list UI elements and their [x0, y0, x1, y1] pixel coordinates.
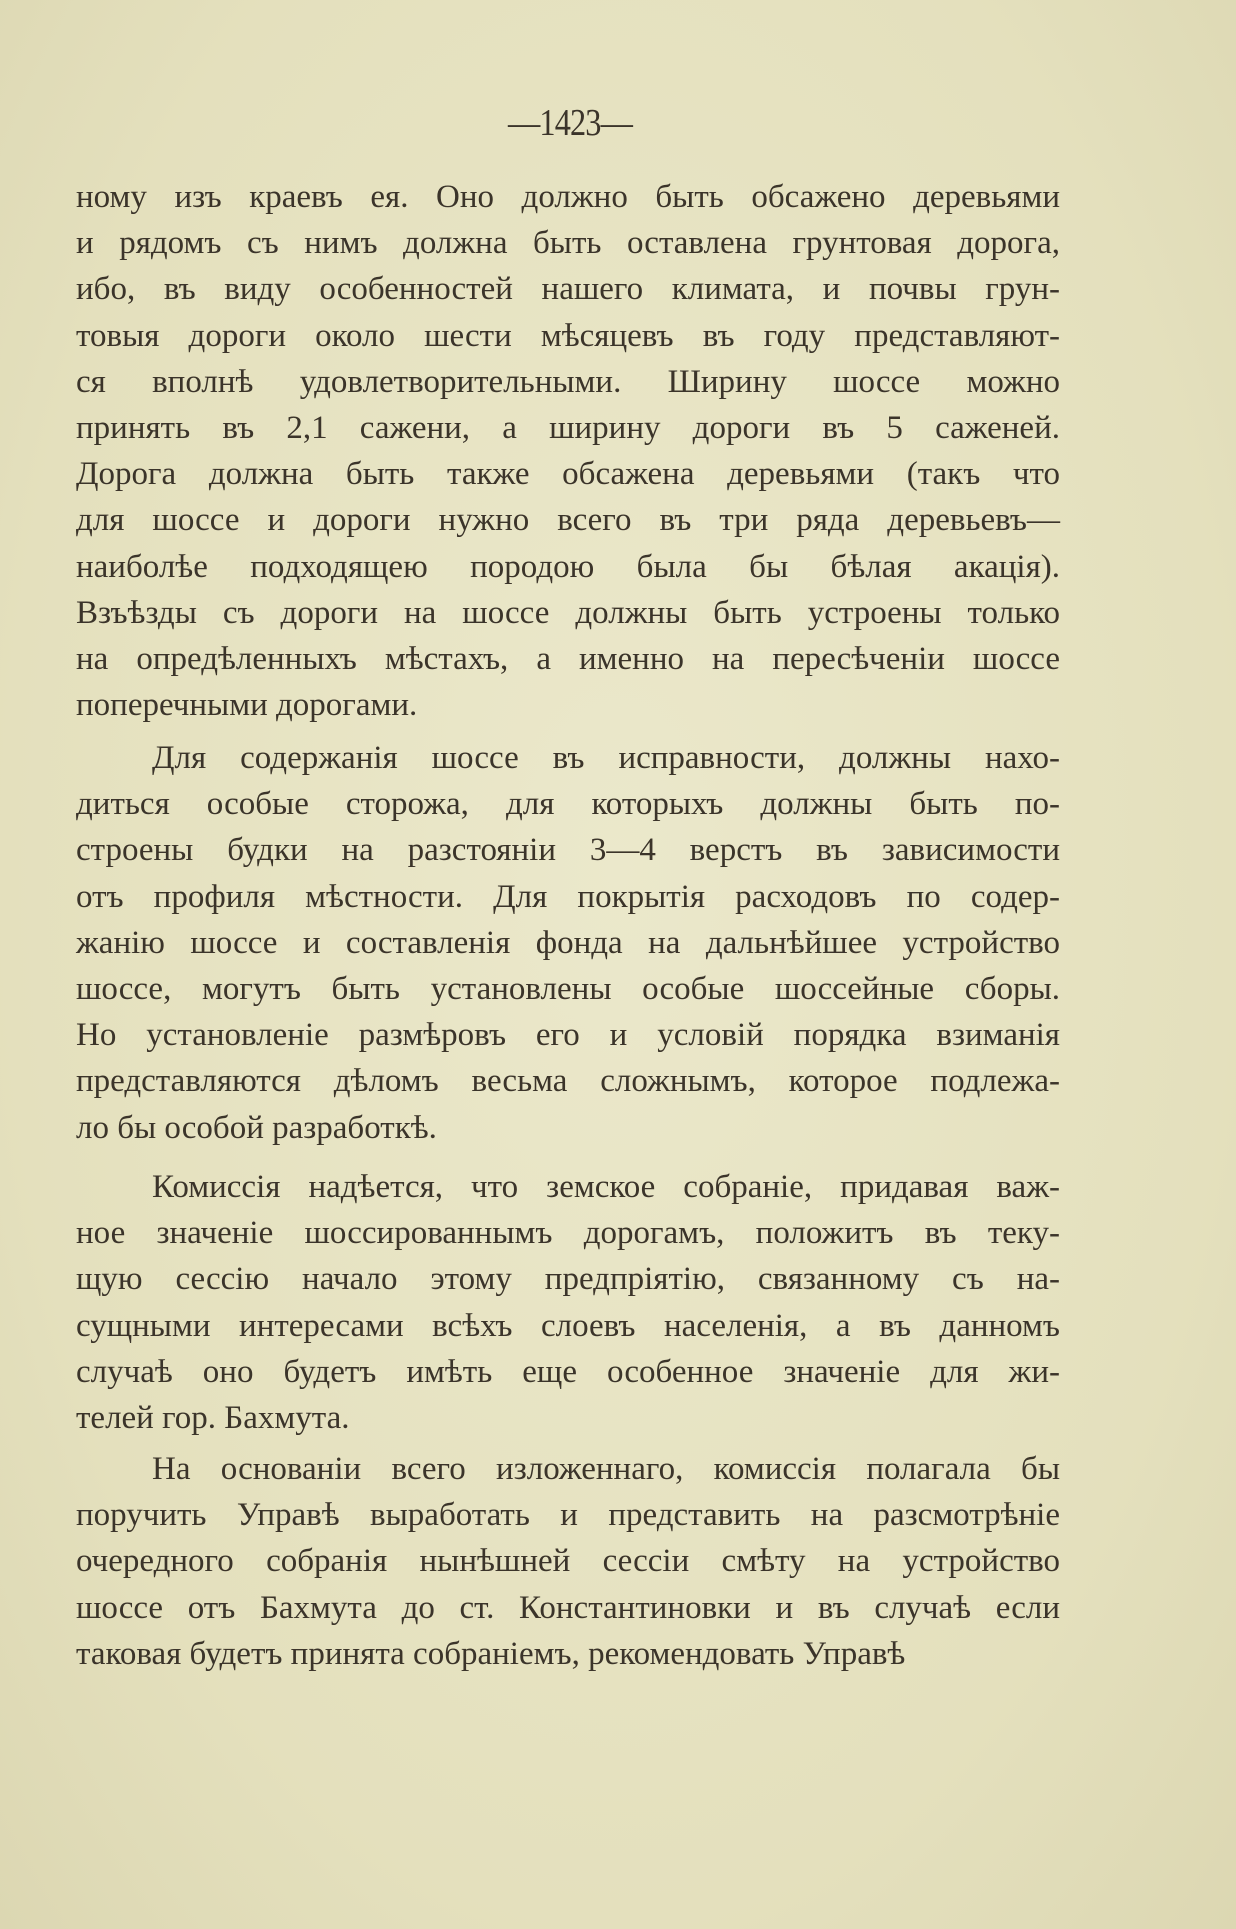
- text-line: на опредѣленныхъ мѣстахъ, а именно на пересѣченіи шоссе: [76, 641, 1060, 677]
- text-line: диться особые сторожа, для которыхъ должны быть по-: [76, 786, 1060, 822]
- text-line: ся вполнѣ удовлетворительными. Ширину шоссе можно: [76, 364, 1060, 400]
- text-line: ное значеніе шоссированнымъ дорогамъ, положитъ въ теку-: [76, 1215, 1060, 1251]
- text-line: Но установленіе размѣровъ его и условій порядка взиманія: [76, 1017, 1060, 1053]
- text-line: Комиссія надѣется, что земское собраніе, придавая важ-: [152, 1169, 1060, 1205]
- text-line: шоссе, могутъ быть установлены особые шоссейные сборы.: [76, 971, 1060, 1007]
- text-line: жанію шоссе и составленія фонда на дальнѣйшее устройство: [76, 925, 1060, 961]
- text-line: щую сессію начало этому предпріятію, связанному съ на-: [76, 1261, 1060, 1297]
- text-line: для шоссе и дороги нужно всего въ три ряда деревьевъ—: [76, 502, 1060, 538]
- text-line: шоссе отъ Бахмута до ст. Константиновки и въ случаѣ если: [76, 1590, 1060, 1626]
- page-number: —1423—: [507, 102, 633, 144]
- text-line: товыя дороги около шести мѣсяцевъ въ году представляют-: [76, 318, 1060, 354]
- text-line: Для содержанія шоссе въ исправности, должны нахо-: [152, 740, 1060, 776]
- text-line: строены будки на разстояніи 3—4 верстъ въ зависимости: [76, 832, 1060, 868]
- text-line: принять въ 2,1 сажени, а ширину дороги въ 5 саженей.: [76, 410, 1060, 446]
- text-line: ло бы особой разработкѣ.: [76, 1110, 437, 1146]
- text-line: Дорога должна быть также обсажена деревьями (такъ что: [76, 456, 1060, 492]
- text-line: представляются дѣломъ весьма сложнымъ, которое подлежа-: [76, 1063, 1060, 1099]
- text-line: отъ профиля мѣстности. Для покрытія расходовъ по содер-: [76, 879, 1060, 915]
- text-line: Взъѣзды съ дороги на шоссе должны быть устроены только: [76, 595, 1060, 631]
- text-line: и рядомъ съ нимъ должна быть оставлена грунтовая дорога,: [76, 225, 1060, 261]
- text-line: телей гор. Бахмута.: [76, 1400, 350, 1436]
- text-line: поперечными дорогами.: [76, 687, 418, 723]
- text-line: сущными интересами всѣхъ слоевъ населенія, а въ данномъ: [76, 1308, 1060, 1344]
- text-line: На основаніи всего изложеннаго, комиссія полагала бы: [152, 1451, 1060, 1487]
- text-line: поручить Управѣ выработать и представить на разсмотрѣніе: [76, 1497, 1060, 1533]
- text-line: таковая будетъ принята собраніемъ, рекомендовать Управѣ: [76, 1636, 906, 1672]
- text-line: наиболѣе подходящею породою была бы бѣлая акація).: [76, 549, 1060, 585]
- text-line: ному изъ краевъ ея. Оно должно быть обсажено деревьями: [76, 179, 1060, 215]
- text-line: случаѣ оно будетъ имѣть еще особенное значеніе для жи-: [76, 1354, 1060, 1390]
- text-line: ибо, въ виду особенностей нашего климата, и почвы грун-: [76, 271, 1060, 307]
- text-line: очередного собранія нынѣшней сессіи смѣту на устройство: [76, 1543, 1060, 1579]
